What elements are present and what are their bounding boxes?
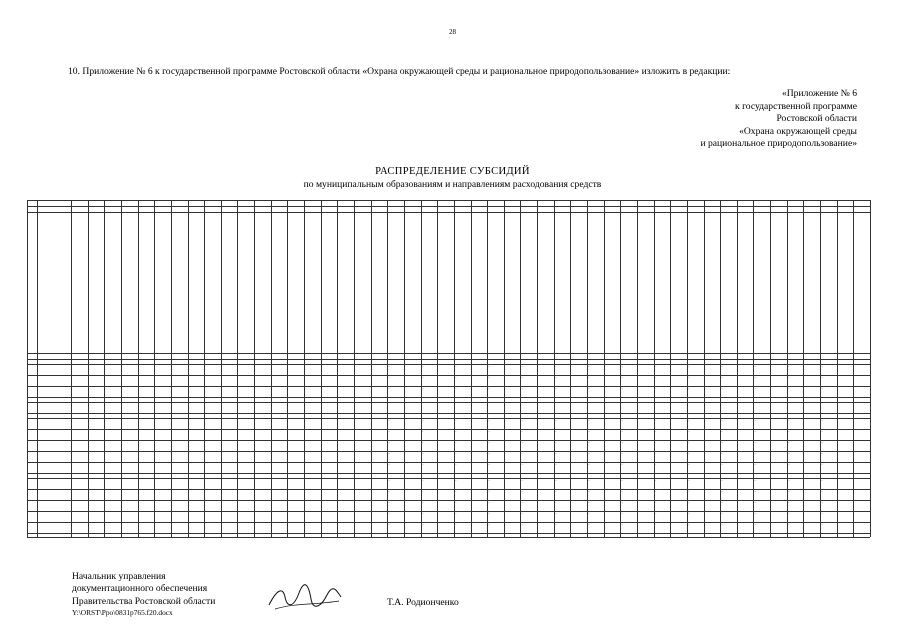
empty-cell-dash: –: [621, 376, 623, 379]
position-line: документационного обеспечения: [72, 583, 208, 595]
empty-cell-dash: –: [388, 365, 390, 368]
empty-cell-dash: –: [454, 523, 457, 526]
empty-cell-dash: –: [488, 512, 490, 515]
empty-cell-dash: –: [421, 430, 424, 433]
grid-hline: [27, 359, 870, 360]
grid-vline: [404, 200, 405, 537]
empty-cell-dash: –: [654, 430, 657, 433]
grid-hline: [27, 200, 870, 201]
empty-cell-dash: –: [754, 441, 757, 444]
empty-cell-dash: –: [721, 419, 723, 422]
empty-cell-dash: –: [721, 441, 723, 444]
empty-cell-dash: –: [554, 523, 557, 526]
empty-cell-dash: –: [388, 501, 390, 504]
grid-hline: [27, 375, 870, 376]
grid-vline: [770, 200, 771, 537]
empty-cell-dash: –: [754, 430, 757, 433]
grid-hline: [27, 364, 870, 365]
empty-cell-dash: –: [588, 479, 590, 482]
grid-vline: [237, 200, 238, 537]
grid-vline: [537, 200, 538, 537]
grid-vline: [88, 200, 89, 537]
empty-cell-dash: –: [621, 430, 623, 433]
empty-cell-dash: –: [654, 376, 657, 379]
grid-hline: [27, 440, 870, 441]
empty-cell-dash: –: [421, 479, 424, 482]
empty-cell-dash: –: [488, 501, 490, 504]
grid-hline: [27, 429, 870, 430]
grid-vline: [837, 200, 838, 537]
empty-cell-dash: –: [821, 365, 823, 368]
appendix-reference: [597, 88, 857, 151]
grid-hline: [27, 397, 870, 398]
empty-cell-dash: –: [421, 376, 424, 379]
empty-cell-dash: –: [421, 387, 424, 390]
empty-cell-dash: –: [421, 501, 424, 504]
grid-vline: [471, 200, 472, 537]
empty-cell-dash: –: [454, 452, 457, 455]
grid-hline: [27, 451, 870, 452]
empty-cell-dash: –: [754, 365, 757, 368]
grid-hline: [27, 418, 870, 419]
empty-cell-dash: –: [488, 376, 490, 379]
empty-cell-dash: –: [388, 463, 390, 466]
empty-cell-dash: –: [687, 376, 690, 379]
empty-cell-dash: –: [721, 512, 723, 515]
empty-cell-dash: –: [721, 463, 723, 466]
empty-cell-dash: –: [454, 463, 457, 466]
empty-cell-dash: –: [787, 441, 790, 444]
empty-cell-dash: –: [654, 463, 657, 466]
grid-hline: [27, 511, 870, 512]
empty-cell-dash: –: [787, 479, 790, 482]
grid-hline: [27, 537, 870, 538]
grid-hline: [27, 522, 870, 523]
empty-cell-dash: –: [787, 490, 790, 493]
empty-cell-dash: –: [488, 452, 490, 455]
empty-cell-dash: –: [721, 501, 723, 504]
position-line: Начальник управления: [72, 571, 166, 582]
empty-cell-dash: –: [388, 376, 390, 379]
appendix-line: Ростовской области: [776, 113, 857, 125]
empty-cell-dash: –: [554, 512, 557, 515]
empty-cell-dash: –: [388, 387, 390, 390]
empty-cell-dash: –: [388, 430, 390, 433]
empty-cell-dash: –: [687, 463, 690, 466]
empty-cell-dash: –: [421, 512, 424, 515]
amendment-instruction: 10. Приложение № 6 к государственной программе Ростовской области «Охрана окружающей среды и рациональное природопользование» изложить в редакции:: [68, 66, 731, 77]
empty-cell-dash: –: [654, 419, 657, 422]
empty-cell-dash: –: [721, 479, 723, 482]
empty-cell-dash: –: [554, 452, 557, 455]
empty-cell-dash: –: [687, 441, 690, 444]
empty-cell-dash: –: [821, 463, 823, 466]
empty-cell-dash: –: [654, 387, 657, 390]
empty-cell-dash: –: [488, 441, 490, 444]
empty-cell-dash: –: [554, 463, 557, 466]
empty-cell-dash: –: [421, 463, 424, 466]
grid-vline: [737, 200, 738, 537]
empty-cell-dash: –: [754, 452, 757, 455]
empty-cell-dash: –: [388, 441, 390, 444]
empty-cell-dash: –: [787, 501, 790, 504]
grid-vline: [437, 200, 438, 537]
empty-cell-dash: –: [654, 512, 657, 515]
grid-hline: [27, 473, 870, 474]
position-line: Правительства Ростовской области: [72, 595, 216, 607]
empty-cell-dash: –: [521, 523, 524, 526]
empty-cell-dash: –: [687, 452, 690, 455]
empty-cell-dash: –: [687, 365, 690, 368]
subsidy-table: [27, 200, 870, 537]
empty-cell-dash: –: [421, 452, 424, 455]
empty-cell-dash: –: [687, 419, 690, 422]
empty-cell-dash: –: [687, 430, 690, 433]
grid-hline: [27, 478, 870, 479]
empty-cell-dash: –: [754, 512, 757, 515]
empty-cell-dash: –: [521, 365, 524, 368]
empty-cell-dash: –: [787, 376, 790, 379]
empty-cell-dash: –: [454, 512, 457, 515]
signature: [265, 583, 345, 613]
empty-cell-dash: –: [454, 419, 457, 422]
grid-vline: [870, 200, 871, 537]
empty-cell-dash: –: [621, 441, 623, 444]
empty-cell-dash: –: [554, 490, 557, 493]
empty-cell-dash: –: [621, 490, 623, 493]
empty-cell-dash: –: [554, 365, 557, 368]
empty-cell-dash: –: [821, 452, 823, 455]
grid-vline: [221, 200, 222, 537]
empty-cell-dash: –: [588, 463, 590, 466]
grid-vline: [254, 200, 255, 537]
grid-vline: [71, 200, 72, 537]
empty-cell-dash: –: [721, 452, 723, 455]
empty-cell-dash: –: [588, 490, 590, 493]
empty-cell-dash: –: [821, 376, 823, 379]
grid-vline: [204, 200, 205, 537]
grid-vline: [853, 200, 854, 537]
empty-cell-dash: –: [621, 512, 623, 515]
grid-vline: [171, 200, 172, 537]
grid-vline: [37, 200, 38, 537]
empty-cell-dash: –: [454, 490, 457, 493]
empty-cell-dash: –: [621, 365, 623, 368]
empty-cell-dash: –: [454, 501, 457, 504]
empty-cell-dash: –: [588, 365, 590, 368]
grid-hline: [27, 386, 870, 387]
empty-cell-dash: –: [621, 501, 623, 504]
empty-cell-dash: –: [454, 365, 457, 368]
empty-cell-dash: –: [721, 365, 723, 368]
empty-cell-dash: –: [521, 479, 524, 482]
empty-cell-dash: –: [521, 501, 524, 504]
grid-vline: [604, 200, 605, 537]
empty-cell-dash: –: [588, 376, 590, 379]
grid-vline: [104, 200, 105, 537]
empty-cell-dash: –: [454, 387, 457, 390]
empty-cell-dash: –: [687, 523, 690, 526]
empty-cell-dash: –: [488, 463, 490, 466]
empty-cell-dash: –: [454, 430, 457, 433]
empty-cell-dash: –: [787, 463, 790, 466]
empty-cell-dash: –: [421, 490, 424, 493]
empty-cell-dash: –: [754, 387, 757, 390]
empty-cell-dash: –: [654, 490, 657, 493]
page-number: 28: [449, 28, 456, 36]
empty-cell-dash: –: [488, 479, 490, 482]
empty-cell-dash: –: [488, 419, 490, 422]
empty-cell-dash: –: [521, 387, 524, 390]
empty-cell-dash: –: [388, 512, 390, 515]
table-title: РАСПРЕДЕЛЕНИЕ СУБСИДИЙ: [375, 166, 530, 177]
empty-cell-dash: –: [787, 452, 790, 455]
empty-cell-dash: –: [621, 523, 623, 526]
grid-vline: [287, 200, 288, 537]
empty-cell-dash: –: [821, 479, 823, 482]
empty-cell-dash: –: [687, 501, 690, 504]
empty-cell-dash: –: [654, 501, 657, 504]
empty-cell-dash: –: [521, 419, 524, 422]
empty-cell-dash: –: [754, 376, 757, 379]
empty-cell-dash: –: [421, 523, 424, 526]
grid-hline: [27, 402, 870, 403]
empty-cell-dash: –: [821, 501, 823, 504]
empty-cell-dash: –: [421, 419, 424, 422]
empty-cell-dash: –: [821, 523, 823, 526]
grid-hline: [27, 489, 870, 490]
empty-cell-dash: –: [821, 490, 823, 493]
grid-vline: [371, 200, 372, 537]
grid-vline: [138, 200, 139, 537]
empty-cell-dash: –: [554, 419, 557, 422]
empty-cell-dash: –: [821, 430, 823, 433]
empty-cell-dash: –: [787, 430, 790, 433]
empty-cell-dash: –: [821, 419, 823, 422]
empty-cell-dash: –: [521, 512, 524, 515]
empty-cell-dash: –: [787, 523, 790, 526]
appendix-line: «Охрана окружающей среды: [739, 125, 857, 137]
empty-cell-dash: –: [521, 441, 524, 444]
empty-cell-dash: –: [388, 523, 390, 526]
grid-vline: [121, 200, 122, 537]
empty-cell-dash: –: [821, 512, 823, 515]
empty-cell-dash: –: [654, 441, 657, 444]
empty-cell-dash: –: [388, 452, 390, 455]
signatory-name: Т.А. Родионченко: [387, 597, 459, 608]
empty-cell-dash: –: [754, 479, 757, 482]
empty-cell-dash: –: [588, 523, 590, 526]
appendix-line: «Приложение № 6: [781, 88, 857, 99]
empty-cell-dash: –: [454, 479, 457, 482]
empty-cell-dash: –: [521, 376, 524, 379]
empty-cell-dash: –: [488, 523, 490, 526]
empty-cell-dash: –: [554, 501, 557, 504]
empty-cell-dash: –: [621, 479, 623, 482]
empty-cell-dash: –: [421, 365, 424, 368]
document-code: Y:\ORST\Ppo\0831p765.f20.docx: [72, 608, 173, 617]
empty-cell-dash: –: [588, 419, 590, 422]
grid-hline: [27, 462, 870, 463]
empty-cell-dash: –: [621, 452, 623, 455]
empty-cell-dash: –: [621, 419, 623, 422]
empty-cell-dash: –: [554, 441, 557, 444]
empty-cell-dash: –: [588, 452, 590, 455]
empty-cell-dash: –: [521, 490, 524, 493]
grid-vline: [271, 200, 272, 537]
grid-hline: [27, 500, 870, 501]
empty-cell-dash: –: [388, 479, 390, 482]
empty-cell-dash: –: [588, 430, 590, 433]
empty-cell-dash: –: [521, 463, 524, 466]
empty-cell-dash: –: [488, 490, 490, 493]
empty-cell-dash: –: [721, 376, 723, 379]
grid-vline: [354, 200, 355, 537]
empty-cell-dash: –: [554, 387, 557, 390]
empty-cell-dash: –: [754, 419, 757, 422]
empty-cell-dash: –: [754, 501, 757, 504]
empty-cell-dash: –: [654, 365, 657, 368]
empty-cell-dash: –: [687, 479, 690, 482]
grid-vline: [321, 200, 322, 537]
empty-cell-dash: –: [554, 479, 557, 482]
empty-cell-dash: –: [754, 490, 757, 493]
empty-cell-dash: –: [721, 523, 723, 526]
grid-hline: [27, 212, 870, 213]
empty-cell-dash: –: [388, 419, 390, 422]
empty-cell-dash: –: [721, 490, 723, 493]
empty-cell-dash: –: [787, 387, 790, 390]
grid-hline: [27, 533, 870, 534]
grid-hline: [27, 413, 870, 414]
grid-vline: [304, 200, 305, 537]
empty-cell-dash: –: [421, 441, 424, 444]
grid-vline: [637, 200, 638, 537]
grid-vline: [337, 200, 338, 537]
grid-vline: [504, 200, 505, 537]
grid-vline: [154, 200, 155, 537]
grid-hline: [27, 353, 870, 354]
empty-cell-dash: –: [821, 441, 823, 444]
grid-vline: [27, 200, 28, 537]
empty-cell-dash: –: [621, 463, 623, 466]
empty-cell-dash: –: [554, 430, 557, 433]
empty-cell-dash: –: [554, 376, 557, 379]
appendix-line: к государственной программе: [735, 100, 857, 112]
grid-vline: [670, 200, 671, 537]
empty-cell-dash: –: [787, 365, 790, 368]
empty-cell-dash: –: [621, 387, 623, 390]
empty-cell-dash: –: [521, 430, 524, 433]
signatory-position: [72, 571, 215, 608]
grid-hline: [27, 206, 870, 207]
empty-cell-dash: –: [454, 441, 457, 444]
empty-cell-dash: –: [654, 523, 657, 526]
empty-cell-dash: –: [488, 365, 490, 368]
empty-cell-dash: –: [388, 490, 390, 493]
empty-cell-dash: –: [521, 452, 524, 455]
empty-cell-dash: –: [588, 501, 590, 504]
empty-cell-dash: –: [687, 387, 690, 390]
empty-cell-dash: –: [721, 387, 723, 390]
table-subtitle: по муниципальным образованиям и направлениям расходования средств: [303, 179, 602, 190]
empty-cell-dash: –: [488, 430, 490, 433]
empty-cell-dash: –: [654, 479, 657, 482]
empty-cell-dash: –: [821, 387, 823, 390]
grid-vline: [704, 200, 705, 537]
empty-cell-dash: –: [787, 419, 790, 422]
empty-cell-dash: –: [721, 430, 723, 433]
appendix-line: и рациональное природопользование»: [700, 138, 857, 150]
empty-cell-dash: –: [588, 441, 590, 444]
empty-cell-dash: –: [588, 387, 590, 390]
empty-cell-dash: –: [454, 376, 457, 379]
empty-cell-dash: –: [488, 387, 490, 390]
grid-vline: [803, 200, 804, 537]
empty-cell-dash: –: [654, 452, 657, 455]
grid-vline: [570, 200, 571, 537]
grid-vline: [188, 200, 189, 537]
empty-cell-dash: –: [687, 490, 690, 493]
empty-cell-dash: –: [754, 463, 757, 466]
empty-cell-dash: –: [687, 512, 690, 515]
empty-cell-dash: –: [754, 523, 757, 526]
empty-cell-dash: –: [787, 512, 790, 515]
empty-cell-dash: –: [588, 512, 590, 515]
